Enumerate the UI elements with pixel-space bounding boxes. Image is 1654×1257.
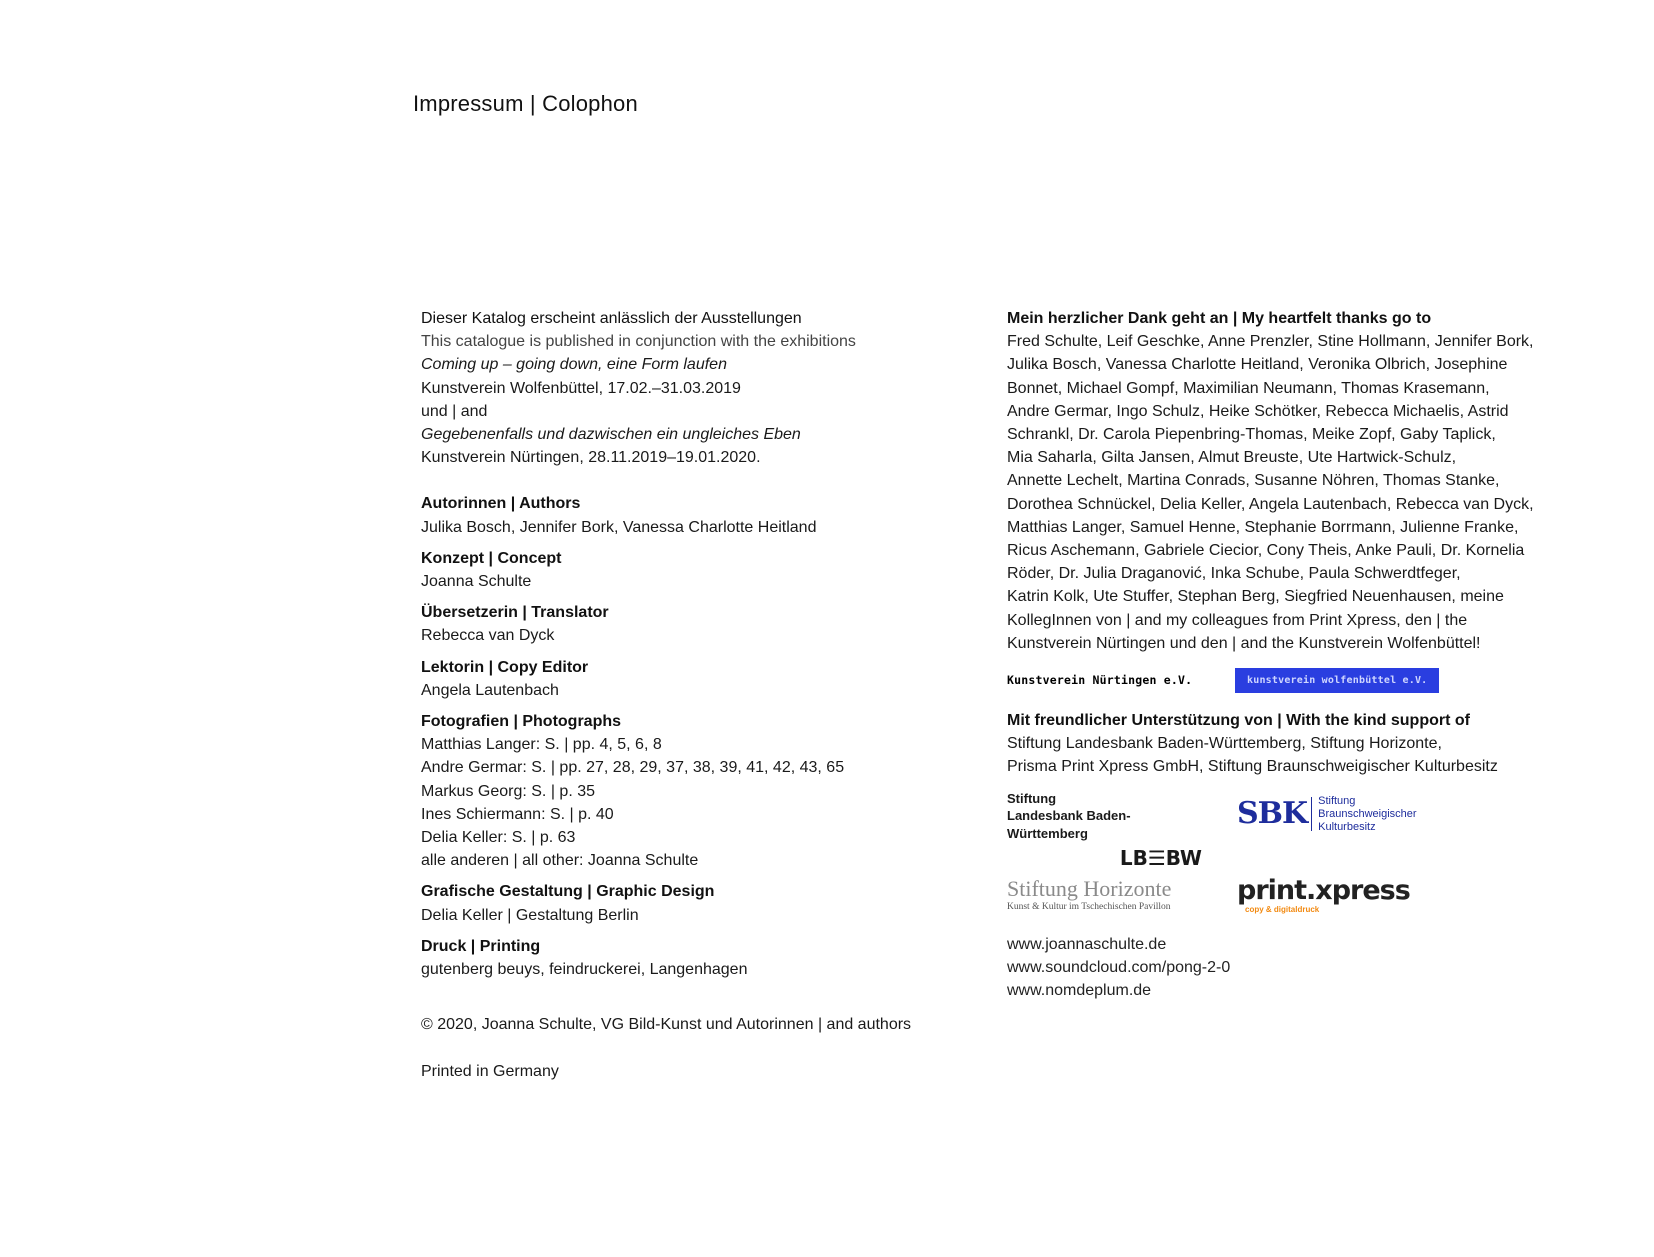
thanks-line: Röder, Dr. Julia Draganović, Inka Schube, Paula Schwerdtfeger, — [1007, 565, 1461, 583]
exhibition1-venue: Kunstverein Wolfenbüttel, 17.02.–31.03.2019 — [421, 379, 741, 397]
link-nomdeplum[interactable]: www.nomdeplum.de — [1007, 982, 1152, 1000]
lbbw-logo-line2: Landesbank Baden-Württemberg — [1007, 807, 1131, 841]
thanks-line: Schrankl, Dr. Carola Piepenbring-Thomas, Meike Zopf, Gaby Taplick, — [1007, 426, 1496, 444]
credit-value: Delia Keller: S. | p. 63 — [421, 829, 576, 847]
thanks-line: Kunstverein Nürtingen und den | and the Kunstverein Wolfenbüttel! — [1007, 634, 1481, 652]
credit-value: Angela Lautenbach — [421, 681, 559, 699]
credit-value: Andre Germar: S. | pp. 27, 28, 29, 37, 38, 39, 41, 42, 43, 65 — [421, 759, 845, 777]
horizonte-title: Stiftung Horizonte — [1007, 875, 1172, 901]
printxpress-mark: print.xpress — [1237, 874, 1410, 906]
thanks-line: Julika Bosch, Vanessa Charlotte Heitland, Veronika Olbrich, Josephine — [1007, 356, 1508, 374]
kunstverein-logos — [1007, 655, 1567, 699]
credit-value: Julika Bosch, Jennifer Bork, Vanessa Charlotte Heitland — [421, 518, 817, 536]
kunstverein-nuertingen-logo: Kunstverein Nürtingen e.V. — [1007, 673, 1193, 688]
thanks-line: Fred Schulte, Leif Geschke, Anne Prenzler, Stine Hollmann, Jennifer Bork, — [1007, 333, 1534, 351]
printxpress-sub: copy & digitaldruck — [1245, 904, 1320, 914]
credit-label: Druck | Printing — [421, 937, 541, 955]
web-links — [1007, 933, 1567, 1003]
sbk-text-line: Braunschweigischer — [1318, 807, 1417, 820]
credit-copy-editor — [421, 656, 941, 702]
credit-label: Lektorin | Copy Editor — [421, 658, 589, 676]
thanks-line: Ricus Aschemann, Gabriele Ciecior, Cony Theis, Anke Pauli, Dr. Kornelia — [1007, 542, 1525, 560]
stiftung-horizonte-logo — [1007, 877, 1207, 913]
credit-value: Rebecca van Dyck — [421, 627, 555, 645]
copyright: © 2020, Joanna Schulte, VG Bild-Kunst und Autorinnen | and authors — [421, 1016, 912, 1034]
sbk-text-line: Kulturbesitz — [1318, 820, 1376, 833]
intro-de: Dieser Katalog erscheint anlässlich der Ausstellungen — [421, 310, 802, 327]
sbk-text — [1318, 795, 1416, 834]
credit-value: Delia Keller | Gestaltung Berlin — [421, 906, 639, 924]
thanks-line: Bonnet, Michael Gompf, Maximilian Neumann, Thomas Krasemann, — [1007, 379, 1490, 397]
credit-photographs — [421, 710, 941, 872]
link-soundcloud[interactable]: www.soundcloud.com/pong-2-0 — [1007, 958, 1231, 976]
credit-label: Übersetzerin | Translator — [421, 604, 609, 622]
colophon-column — [421, 307, 941, 1084]
support-heading: Mit freundlicher Unterstützung von | With the kind support of — [1007, 712, 1470, 730]
printed-in: Printed in Germany — [421, 1063, 559, 1081]
exhibition2-title: Gegebenenfalls und dazwischen ein ungleiches Eben — [421, 426, 801, 444]
lbbw-logo-line1: Stiftung — [1007, 790, 1057, 806]
lbbw-mark: LB☰BW — [1119, 845, 1202, 870]
thanks-line: Dorothea Schnückel, Delia Keller, Angela Lautenbach, Rebecca van Dyck, — [1007, 495, 1534, 513]
sbk-text-line: Stiftung — [1318, 794, 1356, 807]
credit-value: alle anderen | all other: Joanna Schulte — [421, 852, 699, 870]
link-joannaschulte[interactable]: www.joannaschulte.de — [1007, 935, 1167, 953]
sbk-logo — [1237, 795, 1417, 834]
credit-value: Joanna Schulte — [421, 573, 532, 591]
credit-translator — [421, 601, 941, 647]
thanks-line: Matthias Langer, Samuel Henne, Stephanie Borrmann, Julienne Franke, — [1007, 518, 1519, 536]
credit-graphic-design — [421, 880, 941, 926]
credit-label: Autorinnen | Authors — [421, 495, 581, 513]
credit-label: Fotografien | Photographs — [421, 713, 622, 731]
credit-value: Markus Georg: S. | p. 35 — [421, 782, 596, 800]
page-title: Impressum | Colophon — [413, 91, 638, 116]
credit-printing — [421, 935, 941, 981]
printxpress-logo — [1237, 876, 1410, 914]
exhibition1-title: Coming up – going down, eine Form laufen — [421, 356, 727, 374]
credit-value: Matthias Langer: S. | pp. 4, 5, 6, 8 — [421, 736, 662, 754]
horizonte-subtitle: Kunst & Kultur im Tschechischen Pavillon — [1007, 901, 1171, 912]
thanks-line: Mia Saharla, Gilta Jansen, Almut Breuste, Ute Hartwick-Schulz, — [1007, 449, 1457, 467]
support-line: Stiftung Landesbank Baden-Württemberg, Stiftung Horizonte, — [1007, 735, 1442, 753]
kunstverein-wolfenbuettel-logo: kunstverein wolfenbüttel e.V. — [1235, 668, 1439, 693]
sbk-mark: SBK — [1237, 797, 1312, 831]
thanks-line: Katrin Kolk, Ute Stuffer, Stephan Berg, Siegfried Neuenhausen, meine — [1007, 588, 1504, 606]
thanks-line: Annette Lechelt, Martina Conrads, Susanne Nöhren, Thomas Stanke, — [1007, 472, 1500, 490]
intro-en: This catalogue is published in conjunction with the exhibitions — [421, 333, 856, 351]
support-line: Prisma Print Xpress GmbH, Stiftung Braunschweigischer Kulturbesitz — [1007, 758, 1498, 776]
credit-authors — [421, 492, 941, 538]
sponsor-logos — [1007, 791, 1567, 933]
credit-concept — [421, 547, 941, 593]
credit-value: gutenberg beuys, feindruckerei, Langenhagen — [421, 961, 748, 979]
lbbw-logo — [1007, 791, 1202, 870]
thanks-line: Andre Germar, Ingo Schulz, Heike Schötker, Rebecca Michaelis, Astrid — [1007, 402, 1509, 420]
credit-label: Konzept | Concept — [421, 549, 562, 567]
exhibition2-venue: Kunstverein Nürtingen, 28.11.2019–19.01.2020. — [421, 449, 761, 467]
thanks-heading: Mein herzlicher Dank geht an | My heartfelt thanks go to — [1007, 310, 1432, 327]
credit-value: Ines Schiermann: S. | p. 40 — [421, 805, 614, 823]
thanks-line: KollegInnen von | and my colleagues from Print Xpress, den | the — [1007, 611, 1468, 629]
credit-label: Grafische Gestaltung | Graphic Design — [421, 883, 715, 901]
intro-and: und | and — [421, 402, 488, 420]
thanks-list — [1007, 330, 1567, 655]
acknowledgements-column — [1007, 307, 1567, 1002]
